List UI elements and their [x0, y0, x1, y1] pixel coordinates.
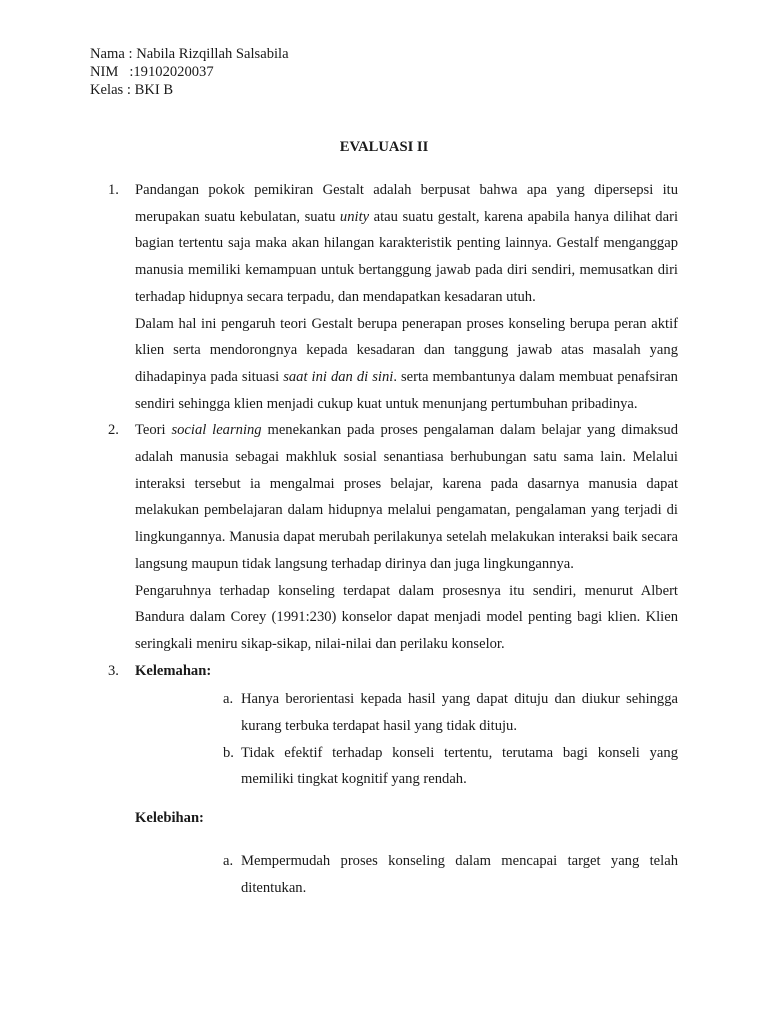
- student-header: [90, 45, 289, 99]
- kelemahan-item-a: [223, 686, 678, 739]
- student-name: Nama : Nabila Rizqillah Salsabila: [90, 46, 289, 62]
- sub-letter: a.: [223, 852, 234, 869]
- answer-1-paragraph-1: Pandangan pokok pemikiran Gestalt adalah berpusat bahwa apa yang dipersepsi itu merupakan suatu kebulatan, suatu unity atau suatu gestalt, karena apabila hanya dilihat dari bagian tertentu saja maka akan hilangan karakteristik penting lainnya. Gestalf menganggap manusia memiliki kemampuan untuk bertanggung jawab pada diri sendiri, memusatkan diri terhadap hidupnya secara terpadu, dan mendapatkan kesadaran utuh.: [135, 182, 678, 305]
- answer-1-paragraph-2: Dalam hal ini pengaruh teori Gestalt berupa penerapan proses konseling berupa peran aktif klien serta mendorongnya kepada kesadaran dan tanggung jawab atas masalah yang dihadapinya pada situasi saat ini dan di sini. serta membantunya dalam membuat penafsiran sendiri sehingga klien menjadi cukup kuat untuk menunjang pertumbuhan pribadinya.: [135, 315, 678, 412]
- kelemahan-label: Kelemahan:: [135, 662, 212, 679]
- kelebihan-label: Kelebihan:: [135, 810, 204, 827]
- item-number: 1.: [108, 182, 119, 198]
- item-number: 2.: [108, 422, 119, 439]
- kelemahan-item-b: [223, 740, 678, 793]
- answer-2-paragraph-2: Pengaruhnya terhadap konseling terdapat dalam prosesnya itu sendiri, menurut Albert Bandura dalam Corey (1991:230) konselor dapat menjadi model penting bagi klien. Klien seringkali meniru sikap-sikap, nilai-nilai dan perilaku konselor.: [135, 582, 678, 652]
- page-title: EVALUASI II: [339, 139, 429, 155]
- answer-2-paragraph-1: Teori social learning menekankan pada proses pengalaman dalam belajar yang dimaksud adalah manusia sebagai makhluk sosial senantiasa berhubungan satu sama lain. Melalui interaksi tersebut ia mengalmai proses belajar, karena pada dasarnya manusia dapat melakukan pembelajaran dalam hidupnya melalui pengamatan, pengalaman yang terjadi di lingkungannya. Manusia dapat merubah perilakunya setelah melakukan interaksi baik secara langsung maupun tidak langsung terhadap dirinya dan juga lingkungannya.: [135, 422, 678, 572]
- answer-item-3: [108, 658, 678, 902]
- kelemahan-list: [135, 686, 678, 793]
- student-class: Kelas : BKI B: [90, 82, 174, 98]
- kelebihan-item-a: [223, 848, 678, 901]
- kelebihan-list: [135, 848, 678, 901]
- sub-text: Hanya berorientasi kepada hasil yang dapat dituju dan diukur sehingga kurang terbuka terdapat hasil yang tidak dituju.: [241, 691, 678, 735]
- sub-letter: b.: [223, 744, 234, 761]
- answer-item-1: [108, 177, 678, 417]
- sub-text: Tidak efektif terhadap konseli tertentu, terutama bagi konseli yang memiliki tingkat kognitif yang rendah.: [241, 744, 678, 788]
- answer-list: [108, 177, 678, 901]
- answer-item-2: [108, 417, 678, 657]
- sub-letter: a.: [223, 691, 234, 708]
- student-nim: NIM :19102020037: [90, 64, 214, 80]
- sub-text: Mempermudah proses konseling dalam mencapai target yang telah ditentukan.: [241, 852, 678, 896]
- item-number: 3.: [108, 662, 119, 679]
- spacer: [135, 832, 678, 846]
